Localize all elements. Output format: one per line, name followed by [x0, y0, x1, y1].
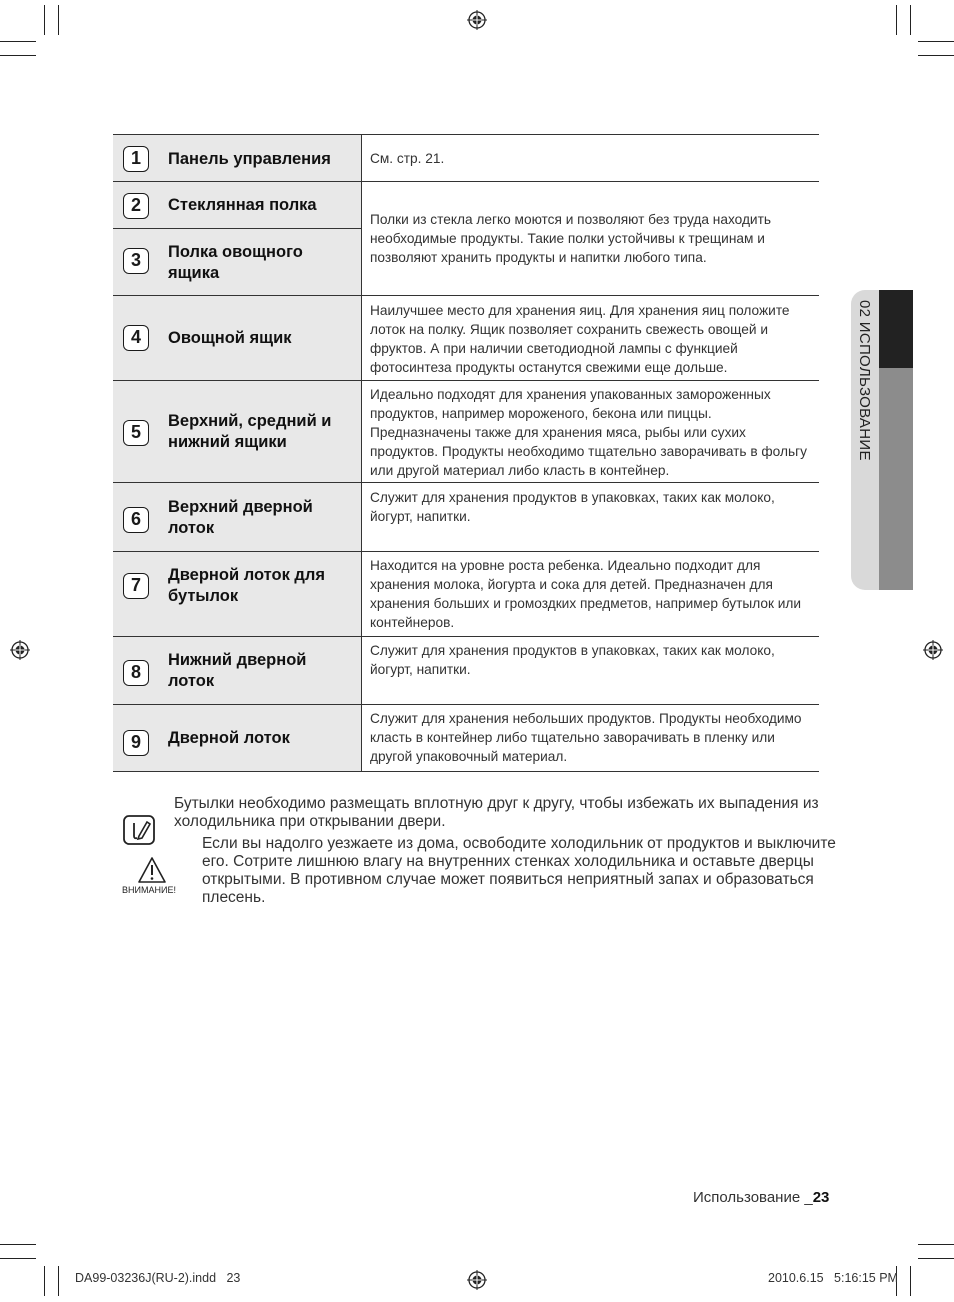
item-name: Дверной лоток для бутылок: [168, 566, 326, 605]
item-name: Верхний, средний и нижний ящики: [168, 412, 332, 451]
slug-filename: DA99-03236J(RU-2).indd 23: [75, 1271, 241, 1285]
item-name: Дверной лоток: [168, 729, 290, 747]
crop-mark: [896, 5, 897, 35]
item-description: Идеально подходят для хранения упакованных замороженных продуктов, например мороженого, бекона или пиццы. Предназначены также для хранения мяса, рыбы или сухих продуктов. Продукты необходимо тщательно заворачивать в фольгу или другой материал либо класть в контейнер.: [370, 387, 807, 478]
table-row: [113, 705, 819, 772]
item-description: Полки из стекла легко моются и позволяют без труда находить необходимые продукты. Такие полки устойчивы к трещинам и позволяют хранить продукты и напитки любого типа.: [370, 212, 771, 265]
item-number-badge: 7: [123, 573, 149, 599]
crop-mark: [918, 1258, 954, 1259]
table-row: [113, 483, 819, 552]
table-row: [113, 135, 819, 182]
chapter-tab-label: 02 ИСПОЛЬЗОВАНИЕ: [856, 300, 873, 461]
item-description: Находится на уровне роста ребенка. Идеально подходит для хранения молока, йогурта и сока для детей. Предназначен для хранения больших и громоздких предметов, например бутылок или контейнеров.: [370, 558, 802, 630]
footer-section: Использование _: [693, 1189, 813, 1206]
warning-triangle-icon: [137, 856, 167, 884]
item-name: Полка овощного ящика: [168, 243, 303, 282]
crop-mark: [0, 1244, 36, 1245]
page-number: 23: [812, 1189, 830, 1206]
item-name: Стеклянная полка: [168, 196, 317, 214]
slug-timestamp: 2010.6.15 5:16:15 PM: [768, 1271, 898, 1285]
item-number-badge: 1: [123, 146, 149, 172]
registration-mark-icon: [467, 1270, 487, 1290]
parts-table: [113, 134, 819, 772]
item-name: Нижний дверной лоток: [168, 651, 307, 690]
item-description: См. стр. 21.: [370, 151, 445, 166]
chapter-tab-dark: [879, 290, 913, 368]
warning-label: ВНИМАНИЕ!: [122, 885, 176, 895]
warning-text: Если вы надолго уезжаете из дома, освободите холодильник от продуктов и выключите его. Сотрите лишнюю влагу на внутренних стенках холодильника и оставьте дверцы открытыми. В противном случае может появиться неприятный запах и образоваться плесень.: [202, 835, 836, 906]
crop-mark: [910, 5, 911, 35]
crop-mark: [58, 1266, 59, 1296]
crop-mark: [44, 5, 45, 35]
table-row-merged: [113, 182, 819, 296]
crop-mark: [910, 1266, 911, 1296]
item-description: Служит для хранения продуктов в упаковках, таких как молоко, йогурт, напитки.: [370, 643, 775, 677]
registration-mark-icon: [923, 640, 943, 660]
registration-mark-icon: [10, 640, 30, 660]
item-description: Служит для хранения небольших продуктов. Продукты необходимо класть в контейнер либо тщательно заворачивать в пленку или другой упаковочный материал.: [370, 711, 802, 764]
table-row: [113, 552, 819, 637]
crop-mark: [0, 1258, 36, 1259]
crop-mark: [0, 41, 36, 42]
crop-mark: [44, 1266, 45, 1296]
crop-mark: [918, 1244, 954, 1245]
item-number-badge: 5: [123, 420, 149, 446]
page-footer: [693, 1189, 829, 1206]
crop-mark: [918, 41, 954, 42]
table-row: [113, 381, 819, 483]
item-number-badge: 2: [123, 193, 149, 219]
item-name: Верхний дверной лоток: [168, 498, 313, 537]
item-description: Наилучшее место для хранения яиц. Для хранения яиц положите лоток на полку. Ящик позволяет сохранить свежесть овощей и фруктов. А при наличии светодиодной лампы с функцией фотосинтеза продукты останутся свежими еще дольше.: [370, 303, 790, 375]
item-number-badge: 4: [123, 325, 149, 351]
item-number-badge: 8: [123, 660, 149, 686]
item-description: Служит для хранения продуктов в упаковках, таких как молоко, йогурт, напитки.: [370, 490, 775, 524]
chapter-tab-mid: [879, 368, 913, 590]
table-row: [113, 296, 819, 381]
item-name: Панель управления: [168, 150, 331, 168]
item-number-badge: 3: [123, 248, 149, 274]
note-text: Бутылки необходимо размещать вплотную друг к другу, чтобы избежать их выпадения из холодильника при открывании двери.: [174, 795, 819, 830]
item-number-badge: 9: [123, 730, 149, 756]
note-pencil-icon: [122, 814, 156, 846]
table-row: [113, 637, 819, 705]
item-number-badge: 6: [123, 507, 149, 533]
crop-mark: [58, 5, 59, 35]
registration-mark-icon: [467, 10, 487, 30]
crop-mark: [918, 55, 954, 56]
crop-mark: [0, 55, 36, 56]
item-name: Овощной ящик: [168, 329, 292, 347]
